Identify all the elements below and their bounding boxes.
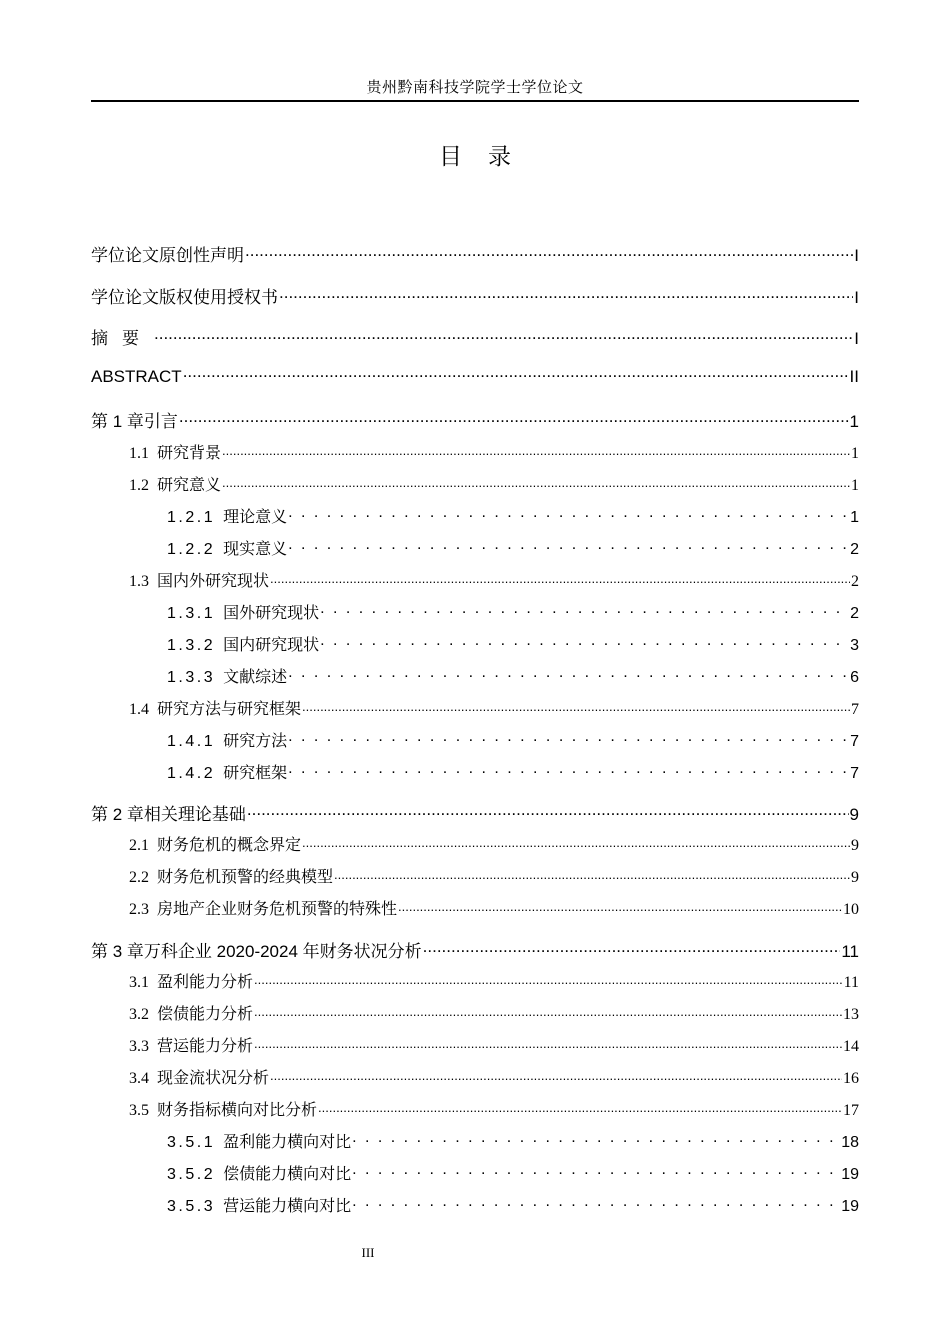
toc-entry[interactable] [91, 1161, 859, 1185]
toc-entry-page: 10 [843, 901, 859, 918]
toc-entry-number: 2.1 [129, 837, 149, 854]
toc-entry-number: 1.4.1 [167, 733, 216, 750]
toc-entry-label: 研究背景 [157, 445, 222, 462]
toc-entry-label: 理论意义 [223, 509, 288, 526]
toc-entry-label: ABSTRACT [91, 367, 182, 386]
toc-entry-page: 1 [851, 445, 859, 462]
toc-leader-dots [183, 365, 849, 382]
toc-leader-dots [254, 1035, 842, 1051]
toc-entry[interactable] [91, 760, 859, 784]
toc-entry-page: 1 [849, 412, 859, 431]
toc-leader-dots [318, 1099, 842, 1115]
toc-entry[interactable] [91, 324, 859, 348]
toc-entry-number: 1.3 [129, 573, 149, 590]
toc-entry-page: I [854, 329, 859, 348]
toc-entry-page: 13 [843, 1006, 859, 1023]
toc-leader-dots [320, 602, 849, 618]
toc-entry-page: I [854, 288, 859, 307]
toc-leader-dots [270, 570, 850, 586]
toc-entry-label: 房地产企业财务危机预警的特殊性 [157, 901, 398, 918]
toc-entry-page: 1 [850, 509, 859, 526]
toc-entry-label: 营运能力横向对比 [223, 1198, 352, 1215]
toc-entry-number: 1.2.2 [167, 541, 216, 558]
toc-entry-label: 研究方法与研究框架 [157, 701, 302, 718]
toc-entry-number: 2.2 [129, 869, 149, 886]
toc-leader-dots [154, 327, 853, 344]
toc-entry-label: 财务危机的概念界定 [157, 837, 302, 854]
toc-entry-page: 16 [843, 1070, 859, 1087]
toc-leader-dots [288, 762, 849, 778]
toc-entry-label: 营运能力分析 [157, 1038, 254, 1055]
toc-entry[interactable] [91, 407, 859, 431]
toc-leader-dots [334, 866, 850, 882]
toc-entry-page: 7 [850, 733, 859, 750]
toc-leader-dots [302, 698, 850, 714]
toc-entry-number: 1.4.2 [167, 765, 216, 782]
toc-entry-label: 盈利能力横向对比 [223, 1134, 352, 1151]
toc-entry-number: 1.2 [129, 477, 149, 494]
toc-entry[interactable] [91, 969, 859, 993]
toc-entry-number: 1.3.1 [167, 605, 216, 622]
toc-entry-number: 3.5.3 [167, 1198, 216, 1215]
toc-entry-label: 偿债能力横向对比 [223, 1166, 352, 1183]
running-header: 贵州黔南科技学院学士学位论文 [366, 78, 584, 96]
toc-entry[interactable] [91, 632, 859, 656]
toc-entry[interactable] [91, 1033, 859, 1057]
toc-entry[interactable] [91, 365, 859, 389]
toc-entry[interactable] [91, 472, 859, 496]
toc-entry-page: 6 [850, 669, 859, 686]
toc-entry-page: 14 [843, 1038, 859, 1055]
toc-entry-label: 研究意义 [157, 477, 222, 494]
toc-entry-page: 11 [841, 942, 859, 961]
toc-entry[interactable] [91, 832, 859, 856]
toc-entry-page: 19 [841, 1166, 859, 1183]
toc-entry[interactable] [91, 864, 859, 888]
toc-leader-dots [254, 1003, 842, 1019]
toc-entry-number: 1.1 [129, 445, 149, 462]
toc-title: 目录 [439, 144, 537, 170]
header-divider [91, 100, 859, 102]
toc-entry-page: 7 [851, 701, 859, 718]
toc-entry-number: 1.2.1 [167, 509, 216, 526]
toc-entry[interactable] [91, 800, 859, 824]
toc-entry-page: 11 [843, 974, 859, 991]
toc-entry-label: 财务指标横向对比分析 [157, 1102, 318, 1119]
toc-entry[interactable] [91, 664, 859, 688]
toc-entry-number: 1.4 [129, 701, 149, 718]
toc-entry-label: 现实意义 [223, 541, 288, 558]
toc-entry-label: 研究方法 [223, 733, 288, 750]
toc-entry[interactable] [91, 568, 859, 592]
toc-leader-dots [320, 634, 849, 650]
toc-leader-dots [279, 286, 853, 303]
toc-leader-dots [352, 1163, 840, 1179]
toc-leader-dots [222, 442, 850, 458]
toc-entry-label: 文献综述 [223, 669, 288, 686]
toc-entry-number: 2.3 [129, 901, 149, 918]
toc-leader-dots [288, 666, 849, 682]
toc-leader-dots [288, 730, 849, 746]
toc-entry-label: 现金流状况分析 [157, 1070, 270, 1087]
toc-entry-label: 盈利能力分析 [157, 974, 254, 991]
toc-entry[interactable] [91, 536, 859, 560]
toc-entry-page: 9 [851, 837, 859, 854]
toc-entry-number: 3.5 [129, 1102, 149, 1119]
toc-leader-dots [270, 1067, 842, 1083]
toc-entry-number: 3.3 [129, 1038, 149, 1055]
toc-entry[interactable] [91, 696, 859, 720]
toc-entry[interactable] [91, 1065, 859, 1089]
toc-leader-dots [398, 898, 842, 914]
toc-entry[interactable] [91, 241, 859, 265]
toc-entry-page: 2 [851, 573, 859, 590]
toc-leader-dots [222, 474, 850, 490]
toc-entry-number: 3.2 [129, 1006, 149, 1023]
toc-leader-dots [288, 538, 849, 554]
toc-entry-page: 18 [841, 1134, 859, 1151]
toc-entry-page: 9 [849, 805, 859, 824]
toc-leader-dots [352, 1195, 840, 1211]
toc-entry-number: 3.4 [129, 1070, 149, 1087]
toc-entry[interactable] [91, 1001, 859, 1025]
toc-entry-label: 研究框架 [223, 765, 288, 782]
toc-entry-label: 第 2 章相关理论基础 [91, 805, 246, 824]
toc-leader-dots [288, 506, 849, 522]
toc-entry-label: 财务危机预警的经典模型 [157, 869, 334, 886]
toc-entry-number: 3.5.1 [167, 1134, 216, 1151]
toc-entry-page: 3 [850, 637, 859, 654]
toc-leader-dots [302, 834, 850, 850]
toc-entry[interactable] [91, 600, 859, 624]
toc-entry-label: 国内研究现状 [223, 637, 320, 654]
toc-entry-page: 7 [850, 765, 859, 782]
toc-entry[interactable] [91, 937, 859, 961]
toc-entry-page: I [854, 246, 859, 265]
toc-entry-page: 1 [851, 477, 859, 494]
toc-entry-label: 第 1 章引言 [91, 412, 178, 431]
toc-leader-dots [254, 971, 843, 987]
toc-leader-dots [179, 410, 849, 427]
toc-entry[interactable] [91, 283, 859, 307]
toc-entry-page: 19 [841, 1198, 859, 1215]
toc-leader-dots [245, 244, 853, 261]
toc-entry-label: 第 3 章万科企业 2020-2024 年财务状况分析 [91, 942, 422, 961]
toc-entry[interactable] [91, 896, 859, 920]
toc-entry-number: 3.5.2 [167, 1166, 216, 1183]
toc-entry-page: 2 [850, 541, 859, 558]
toc-entry[interactable] [91, 440, 859, 464]
toc-entry-label: 偿债能力分析 [157, 1006, 254, 1023]
toc-entry[interactable] [91, 1193, 859, 1217]
toc-entry-number: 1.3.2 [167, 637, 216, 654]
toc-entry-number: 1.3.3 [167, 669, 216, 686]
toc-leader-dots [352, 1131, 840, 1147]
toc-entry-label: 摘要 [91, 329, 153, 348]
toc-entry-label: 国外研究现状 [223, 605, 320, 622]
toc-entry-number: 3.1 [129, 974, 149, 991]
toc-leader-dots [247, 803, 849, 820]
toc-entry-page: 9 [851, 869, 859, 886]
toc-entry[interactable] [91, 1129, 859, 1153]
toc-entry[interactable] [91, 728, 859, 752]
toc-entry-page: 17 [843, 1102, 859, 1119]
toc-entry-label: 国内外研究现状 [157, 573, 270, 590]
toc-entry-page: II [849, 367, 859, 386]
page-number: III [361, 1245, 375, 1260]
toc-entry[interactable] [91, 1097, 859, 1121]
toc-leader-dots [423, 940, 841, 957]
toc-entry[interactable] [91, 504, 859, 528]
toc-entry-label: 学位论文原创性声明 [91, 246, 244, 265]
toc-entry-label: 学位论文版权使用授权书 [91, 288, 278, 307]
toc-entry-page: 2 [850, 605, 859, 622]
